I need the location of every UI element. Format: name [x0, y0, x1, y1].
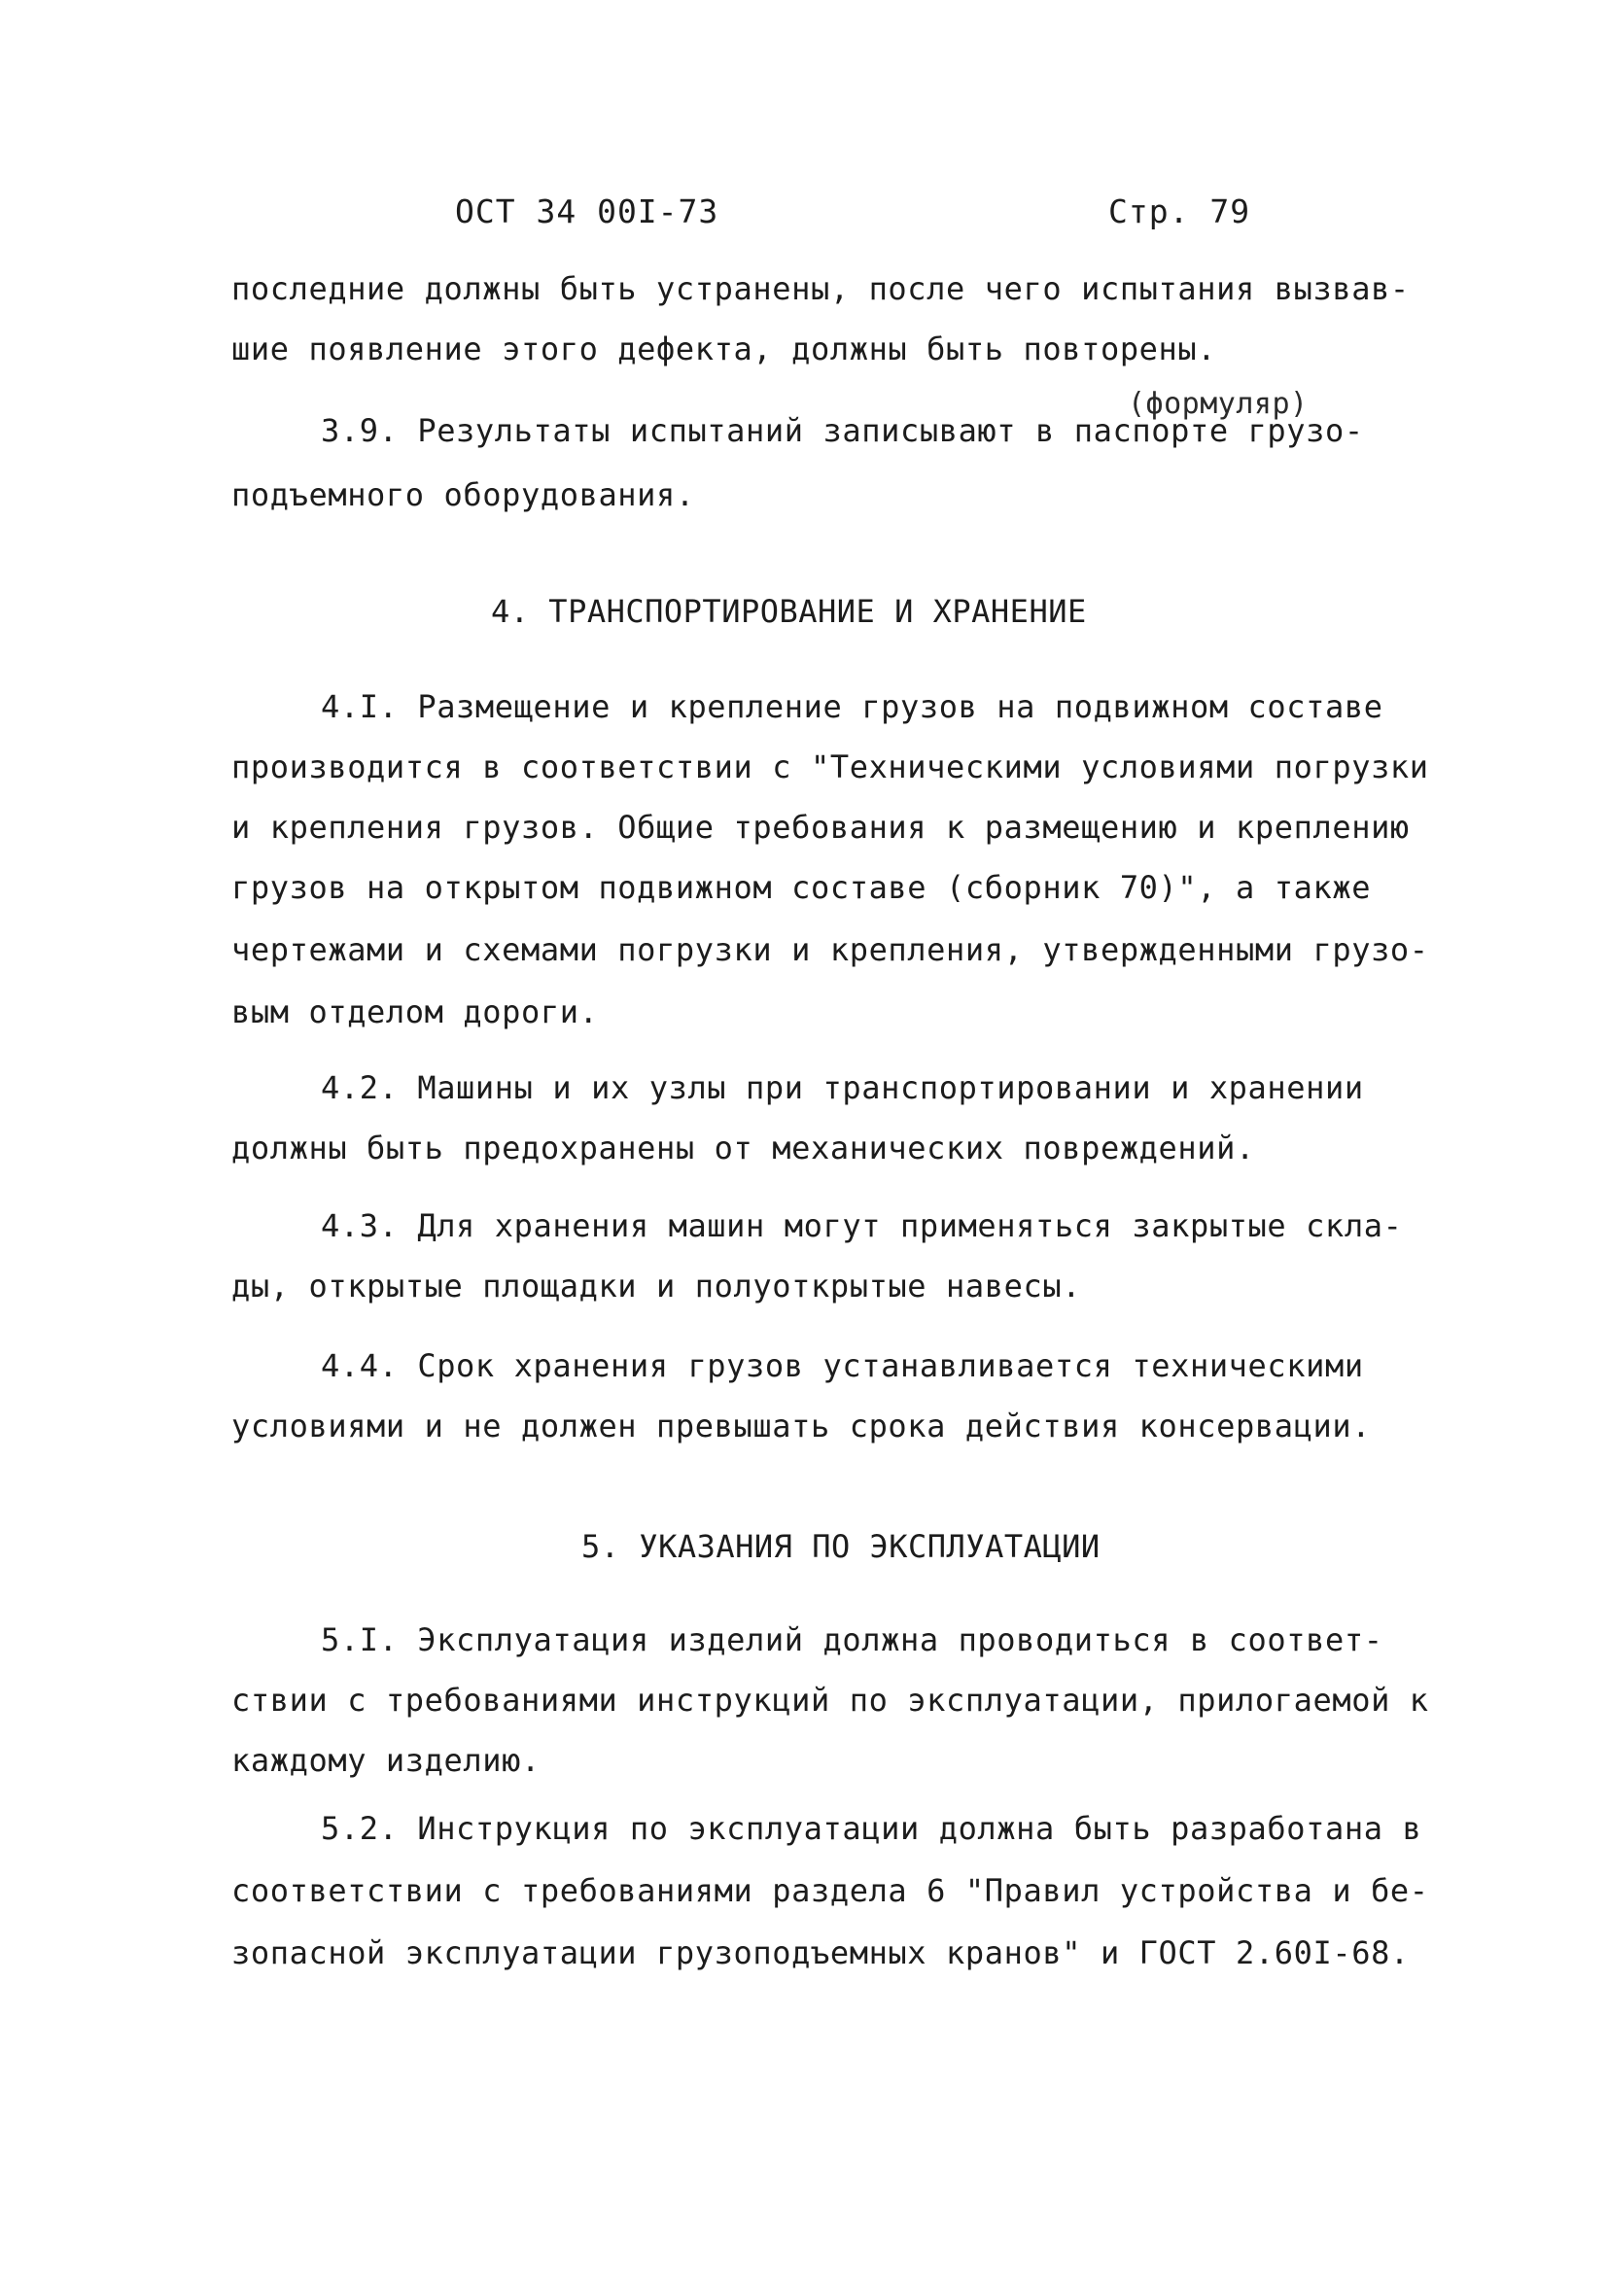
paragraph-line: зопасной эксплуатации грузоподъемных кранов" и ГОСТ 2.60I-68.: [231, 1934, 1410, 1971]
paragraph-line: 4.I. Размещение и крепление грузов на подвижном составе: [321, 688, 1383, 725]
paragraph-line: 4.2. Машины и их узлы при транспортировании и хранении: [321, 1069, 1364, 1106]
paragraph-line: 5.2. Инструкция по эксплуатации должна быть разработана в: [321, 1810, 1422, 1847]
paragraph-line: каждому изделию.: [231, 1742, 541, 1779]
paragraph-line: последние должны быть устранены, после чего испытания вызвав-: [231, 270, 1410, 307]
document-code: ОСТ 34 00I-73: [455, 192, 719, 230]
paragraph-line: 3.9. Результаты испытаний записывают в паспорте грузо-: [321, 412, 1364, 449]
paragraph-line: 5.I. Эксплуатация изделий должна проводиться в соответ-: [321, 1621, 1383, 1658]
paragraph-line: должны быть предохранены от механических повреждений.: [231, 1130, 1255, 1166]
paragraph-line: ствии с требованиями инструкций по эксплуатации, прилогаемой к: [231, 1682, 1429, 1719]
paragraph-line: условиями и не должен превышать срока действия консервации.: [231, 1408, 1372, 1444]
paragraph-line: грузов на открытом подвижном составе (сборник 70)", а также: [231, 869, 1372, 906]
paragraph-line: соответствии с требованиями раздела 6 "Правил устройства и бе-: [231, 1872, 1429, 1909]
paragraph-line: 4.3. Для хранения машин могут применяться закрытые скла-: [321, 1207, 1403, 1244]
paragraph-line: 4.4. Срок хранения грузов устанавливается техническими: [321, 1347, 1364, 1384]
paragraph-line: и крепления грузов. Общие требования к размещению и креплению: [231, 809, 1410, 846]
page-number: Стр. 79: [1108, 192, 1251, 230]
paragraph-line: шие появление этого дефекта, должны быть повторены.: [231, 330, 1217, 367]
handwritten-annotation: (формуляр): [1128, 387, 1309, 421]
paragraph-line: вым отделом дороги.: [231, 993, 599, 1030]
paragraph-line: ды, открытые площадки и полуоткрытые навесы.: [231, 1268, 1082, 1305]
paragraph-line: чертежами и схемами погрузки и крепления, утвержденными грузо-: [231, 931, 1429, 968]
section-heading: 4. ТРАНСПОРТИРОВАНИЕ И ХРАНЕНИЕ: [491, 593, 1087, 630]
section-heading: 5. УКАЗАНИЯ ПО ЭКСПЛУАТАЦИИ: [581, 1528, 1101, 1565]
paragraph-line: подъемного оборудования.: [231, 476, 695, 513]
paragraph-line: производится в соответствии с "Техническими условиями погрузки: [231, 748, 1429, 785]
